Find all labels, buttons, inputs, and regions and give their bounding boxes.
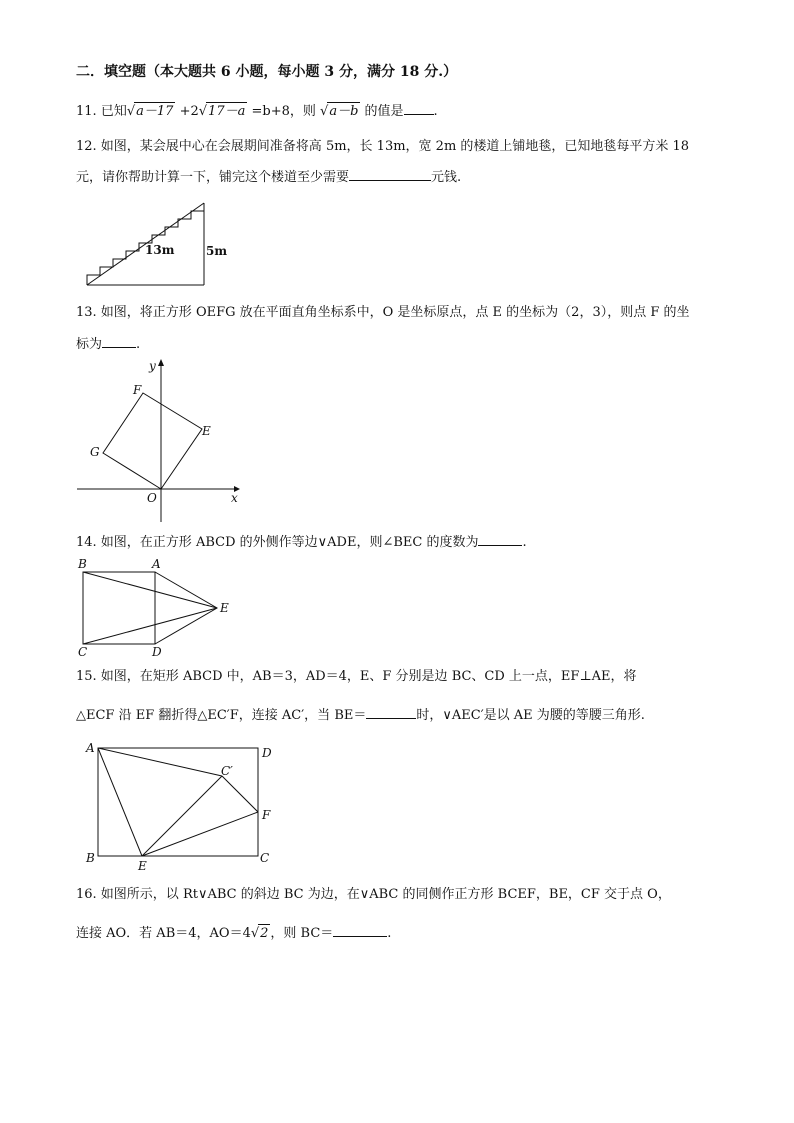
q16-line-2-post: . [387,926,392,941]
q15-line-2 [76,705,645,725]
square-abcd [83,572,155,644]
q12-line-2-pre: 元，请你帮助计算一下，铺完这个楼道至少需要 [76,170,350,185]
q11-number: 11. [76,104,97,119]
triangle-ade [155,572,217,644]
label-13m: 13m [145,243,175,257]
q13-line-1: 13. 如图，将正方形 OEFG 放在平面直角坐标系中，O 是坐标原点，点 E 的坐标为（2，3），则点 F 的坐 [76,305,690,320]
q13-line-2-post: . [136,337,141,352]
square-oefg [103,393,202,489]
q11-answer-blank[interactable] [404,101,434,115]
q16-line-1: 16. 如图所示，以 Rt∨ABC 的斜边 BC 为边，在∨ABC 的同侧作正方形 BCEF，BE，CF 交于点 O， [76,887,671,902]
q11-eq: =b+8，则 [251,104,316,119]
label-y: y [149,359,156,373]
segment-ac1 [98,748,222,776]
q15-line-2-pre: △ECF 沿 EF 翻折得△EC′F，连接 AC′，当 BE＝ [76,708,367,723]
segment-ef [142,812,258,856]
q16-radical: 2 [260,926,269,941]
y-axis-arrow [158,359,164,366]
question-14 [76,532,527,552]
segment-ec1 [142,776,222,856]
label-e: E [138,859,147,873]
q14-answer-blank[interactable] [478,532,522,546]
label-e: E [202,424,211,438]
label-g: G [90,445,100,459]
q14-square-figure [74,556,244,660]
q11-radical-2: 17－a [208,104,246,119]
label-a: A [86,741,95,755]
q11-mid: +2 [179,104,199,119]
q16-answer-blank[interactable] [333,923,387,937]
q12-line-2-post: 元钱. [431,170,462,185]
q11-post: 的值是 [364,104,404,119]
rectangle-abcd [98,748,258,856]
label-d: D [152,645,162,659]
q13-line-2-pre: 标为 [76,337,103,352]
question-11: 11. 已知√a－17 +2√17－a =b+8，则 √a－b 的值是 . [76,101,438,121]
label-c: C [78,645,88,659]
q12-answer-blank[interactable] [349,167,431,181]
label-b: B [78,557,87,571]
label-c-prime: C′ [221,764,233,778]
label-f: F [133,383,142,397]
label-b: B [86,851,95,865]
q16-line-2-mid: ，则 BC＝ [270,926,334,941]
label-x: x [231,491,238,505]
q16-line-2: 连接 AO．若 AB＝4，AO＝4√2 ，则 BC＝ . [76,923,391,943]
segment-be [83,572,217,608]
q12-staircase-figure [82,198,228,290]
segment-c1f [222,776,258,812]
label-f: F [262,808,271,822]
label-e: E [220,601,229,615]
q11-radical-1: a－17 [136,104,174,119]
segment-ce [83,608,217,644]
label-a: A [152,557,161,571]
label-c: C [260,851,270,865]
q14-pre: 14. 如图，在正方形 ABCD 的外侧作等边∨ADE，则∠BEC 的度数为 [76,535,479,550]
segment-ae [98,748,142,856]
label-d: D [262,746,272,760]
q11-pre: 已知 [100,104,127,119]
q12-line-1: 12. 如图，某会展中心在会展期间准备将高 5m，长 13m，宽 2m 的楼道上铺地毯，已知地毯每平方米 18 [76,139,690,154]
q11-radical-3: a－b [329,104,359,119]
label-o: O [147,491,157,505]
q15-rectangle-figure [82,740,282,872]
q16-line-2-pre: 连接 AO．若 AB＝4，AO＝4 [76,926,251,941]
q13-coordinate-figure [74,352,254,527]
label-5m: 5m [206,244,228,258]
q15-line-2-post: 时，∨AEC′是以 AE 为腰的等腰三角形. [416,708,645,723]
q13-line-2 [76,334,140,354]
q13-answer-blank[interactable] [102,334,136,348]
q11-end: . [433,104,438,119]
q14-post: . [522,535,527,550]
q12-line-2 [76,167,461,187]
q15-answer-blank[interactable] [366,705,416,719]
q15-line-1: 15. 如图，在矩形 ABCD 中，AB＝3，AD＝4，E、F 分别是边 BC、CD 上一点，EF⊥AE，将 [76,669,637,684]
section-heading: 二．填空题（本大题共 6 小题，每小题 3 分，满分 18 分.） [76,64,458,80]
